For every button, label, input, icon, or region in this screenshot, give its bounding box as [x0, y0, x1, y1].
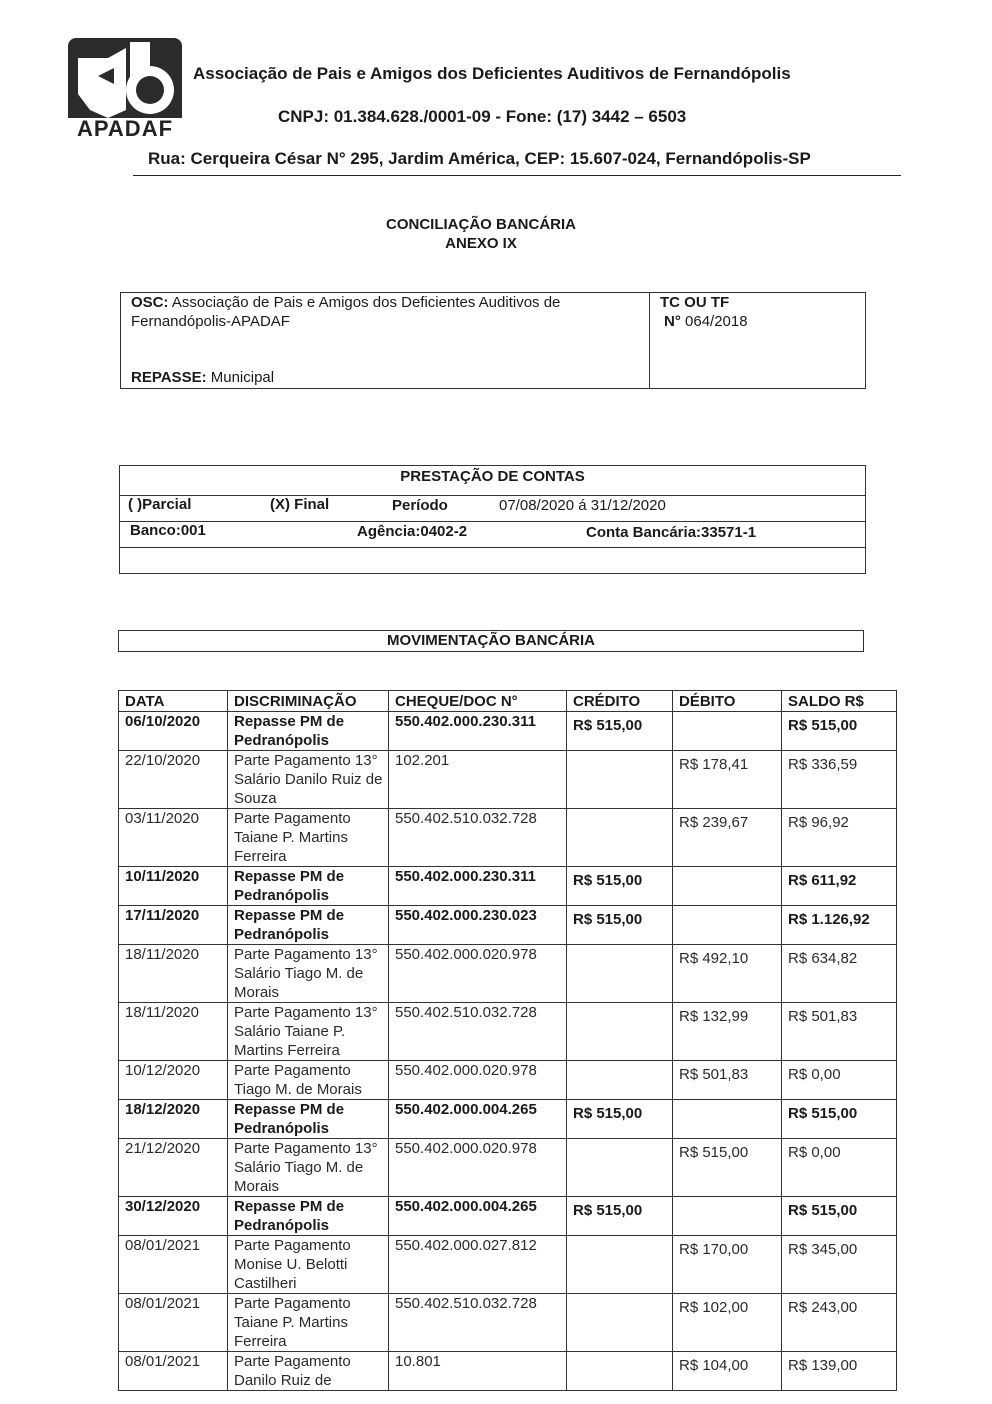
cell-discriminacao: Parte Pagamento 13° Salário Taiane P. Martins Ferreira — [228, 1003, 389, 1061]
cell-saldo: R$ 501,83 — [782, 1003, 897, 1061]
tc-number-value: 064/2018 — [685, 313, 748, 330]
apadaf-logo — [68, 38, 182, 141]
cell-saldo: R$ 96,92 — [782, 809, 897, 867]
movimentacao-body — [119, 712, 897, 1391]
cell-doc: 550.402.510.032.728 — [389, 809, 567, 867]
cell-credito: R$ 515,00 — [567, 712, 673, 751]
table-row — [119, 1061, 897, 1100]
document-title: CONCILIAÇÃO BANCÁRIA — [386, 216, 576, 233]
periodo-value: 07/08/2020 á 31/12/2020 — [499, 497, 666, 514]
cell-discriminacao: Parte Pagamento Taiane P. Martins Ferreira — [228, 1294, 389, 1352]
cell-discriminacao: Repasse PM de Pedranópolis — [228, 1197, 389, 1236]
cell-credito — [567, 1236, 673, 1294]
cell-saldo: R$ 1.126,92 — [782, 906, 897, 945]
header-rule — [133, 175, 901, 176]
cell-saldo: R$ 611,92 — [782, 867, 897, 906]
cell-discriminacao: Parte Pagamento Monise U. Belotti Castilheri — [228, 1236, 389, 1294]
cell-credito: R$ 515,00 — [567, 867, 673, 906]
cell-data: 08/01/2021 — [119, 1352, 228, 1391]
cell-doc: 550.402.000.230.311 — [389, 712, 567, 751]
cell-saldo: R$ 336,59 — [782, 751, 897, 809]
col-header-credito: CRÉDITO — [567, 691, 673, 712]
prestacao-rule-2 — [120, 521, 865, 522]
cell-data: 17/11/2020 — [119, 906, 228, 945]
cell-doc: 550.402.510.032.728 — [389, 1003, 567, 1061]
cell-doc: 10.801 — [389, 1352, 567, 1391]
repasse-line — [131, 369, 274, 386]
table-header-row — [119, 691, 897, 712]
table-row — [119, 751, 897, 809]
cell-credito — [567, 945, 673, 1003]
cell-saldo: R$ 515,00 — [782, 1197, 897, 1236]
movimentacao-table — [118, 690, 897, 1391]
cell-debito — [673, 867, 782, 906]
cell-data: 18/12/2020 — [119, 1100, 228, 1139]
cell-data: 10/11/2020 — [119, 867, 228, 906]
cell-data: 30/12/2020 — [119, 1197, 228, 1236]
cell-doc: 550.402.000.020.978 — [389, 945, 567, 1003]
cell-data: 18/11/2020 — [119, 945, 228, 1003]
cell-credito — [567, 1139, 673, 1197]
cell-saldo: R$ 515,00 — [782, 1100, 897, 1139]
cell-discriminacao: Parte Pagamento 13° Salário Tiago M. de Morais — [228, 1139, 389, 1197]
cell-debito: R$ 492,10 — [673, 945, 782, 1003]
osc-value-line1: Associação de Pais e Amigos dos Deficientes Auditivos de — [171, 294, 561, 311]
cell-data: 08/01/2021 — [119, 1294, 228, 1352]
cell-debito: R$ 239,67 — [673, 809, 782, 867]
cell-credito — [567, 1294, 673, 1352]
movimentacao-title: MOVIMENTAÇÃO BANCÁRIA — [386, 632, 596, 649]
col-header-data: DATA — [119, 691, 228, 712]
cell-discriminacao: Parte Pagamento 13° Salário Tiago M. de Morais — [228, 945, 389, 1003]
cell-saldo: R$ 515,00 — [782, 712, 897, 751]
logo-text: APADAF — [76, 116, 174, 141]
cell-discriminacao: Parte Pagamento Tiago M. de Morais — [228, 1061, 389, 1100]
prestacao-box — [119, 465, 866, 574]
cell-saldo: R$ 345,00 — [782, 1236, 897, 1294]
cell-doc: 550.402.000.020.978 — [389, 1139, 567, 1197]
cell-saldo: R$ 0,00 — [782, 1139, 897, 1197]
col-header-discriminacao: DISCRIMINAÇÃO — [228, 691, 389, 712]
table-row — [119, 1139, 897, 1197]
table-row — [119, 906, 897, 945]
table-row — [119, 1352, 897, 1391]
cell-discriminacao: Parte Pagamento Taiane P. Martins Ferreira — [228, 809, 389, 867]
cell-data: 22/10/2020 — [119, 751, 228, 809]
cell-debito — [673, 1100, 782, 1139]
cell-credito — [567, 1003, 673, 1061]
cell-credito — [567, 751, 673, 809]
prestacao-final: (X) Final — [270, 496, 330, 513]
cell-saldo: R$ 634,82 — [782, 945, 897, 1003]
cell-data: 10/12/2020 — [119, 1061, 228, 1100]
cell-debito: R$ 501,83 — [673, 1061, 782, 1100]
cell-data: 03/11/2020 — [119, 809, 228, 867]
cell-doc: 550.402.000.020.978 — [389, 1061, 567, 1100]
cell-data: 21/12/2020 — [119, 1139, 228, 1197]
cell-discriminacao: Repasse PM de Pedranópolis — [228, 712, 389, 751]
tc-label: TC OU TF — [660, 294, 730, 311]
movimentacao-title-box — [118, 630, 864, 652]
table-row — [119, 712, 897, 751]
table-row — [119, 867, 897, 906]
table-row — [119, 1003, 897, 1061]
document-annex: ANEXO IX — [445, 235, 517, 252]
repasse-label: REPASSE: — [131, 369, 207, 386]
cell-discriminacao: Repasse PM de Pedranópolis — [228, 1100, 389, 1139]
cell-credito: R$ 515,00 — [567, 1197, 673, 1236]
cnpj-phone: CNPJ: 01.384.628./0001-09 - Fone: (17) 3442 – 6503 — [278, 107, 687, 126]
repasse-value: Municipal — [210, 369, 275, 386]
cell-debito: R$ 178,41 — [673, 751, 782, 809]
prestacao-rule-1 — [120, 495, 865, 496]
cell-credito — [567, 1061, 673, 1100]
cell-credito: R$ 515,00 — [567, 1100, 673, 1139]
osc-value-line2: Fernandópolis-APADAF — [131, 313, 290, 330]
organization-name: Associação de Pais e Amigos dos Deficientes Auditivos de Fernandópolis — [193, 64, 791, 83]
cell-debito: R$ 132,99 — [673, 1003, 782, 1061]
cell-doc: 550.402.000.027.812 — [389, 1236, 567, 1294]
organization-address: Rua: Cerqueira César N° 295, Jardim América, CEP: 15.607-024, Fernandópolis-SP — [148, 149, 811, 168]
prestacao-rule-3 — [120, 547, 865, 548]
cell-debito: R$ 170,00 — [673, 1236, 782, 1294]
conta-bancaria: Conta Bancária:33571-1 — [586, 524, 757, 541]
table-row — [119, 809, 897, 867]
cell-credito — [567, 809, 673, 867]
osc-divider — [649, 293, 650, 388]
table-row — [119, 945, 897, 1003]
cell-discriminacao: Parte Pagamento 13° Salário Danilo Ruiz de Souza — [228, 751, 389, 809]
cell-debito — [673, 906, 782, 945]
agencia: Agência:0402-2 — [357, 523, 468, 540]
cell-debito — [673, 1197, 782, 1236]
cell-debito: R$ 104,00 — [673, 1352, 782, 1391]
cell-discriminacao: Parte Pagamento Danilo Ruiz de — [228, 1352, 389, 1391]
cell-saldo: R$ 0,00 — [782, 1061, 897, 1100]
col-header-saldo: SALDO R$ — [782, 691, 897, 712]
table-row — [119, 1100, 897, 1139]
cell-data: 06/10/2020 — [119, 712, 228, 751]
osc-label: OSC: — [131, 294, 169, 311]
cell-doc: 550.402.000.004.265 — [389, 1100, 567, 1139]
cell-doc: 550.402.510.032.728 — [389, 1294, 567, 1352]
tc-number — [664, 313, 748, 330]
cell-discriminacao: Repasse PM de Pedranópolis — [228, 906, 389, 945]
periodo-label: Período — [392, 497, 448, 514]
prestacao-parcial: ( )Parcial — [128, 496, 192, 513]
cell-debito: R$ 515,00 — [673, 1139, 782, 1197]
table-row — [119, 1197, 897, 1236]
cell-saldo: R$ 243,00 — [782, 1294, 897, 1352]
cell-credito — [567, 1352, 673, 1391]
cell-saldo: R$ 139,00 — [782, 1352, 897, 1391]
cell-data: 08/01/2021 — [119, 1236, 228, 1294]
osc-line-1 — [131, 294, 560, 311]
cell-doc: 550.402.000.230.023 — [389, 906, 567, 945]
cell-debito: R$ 102,00 — [673, 1294, 782, 1352]
table-row — [119, 1236, 897, 1294]
tc-number-label: N° — [664, 313, 681, 330]
prestacao-title: PRESTAÇÃO DE CONTAS — [400, 468, 585, 485]
cell-doc: 550.402.000.004.265 — [389, 1197, 567, 1236]
cell-discriminacao: Repasse PM de Pedranópolis — [228, 867, 389, 906]
banco: Banco:001 — [130, 522, 206, 539]
col-header-debito: DÉBITO — [673, 691, 782, 712]
cell-debito — [673, 712, 782, 751]
col-header-doc: CHEQUE/DOC N° — [389, 691, 567, 712]
cell-doc: 102.201 — [389, 751, 567, 809]
cell-doc: 550.402.000.230.311 — [389, 867, 567, 906]
table-row — [119, 1294, 897, 1352]
cell-credito: R$ 515,00 — [567, 906, 673, 945]
cell-data: 18/11/2020 — [119, 1003, 228, 1061]
osc-box — [120, 292, 866, 389]
